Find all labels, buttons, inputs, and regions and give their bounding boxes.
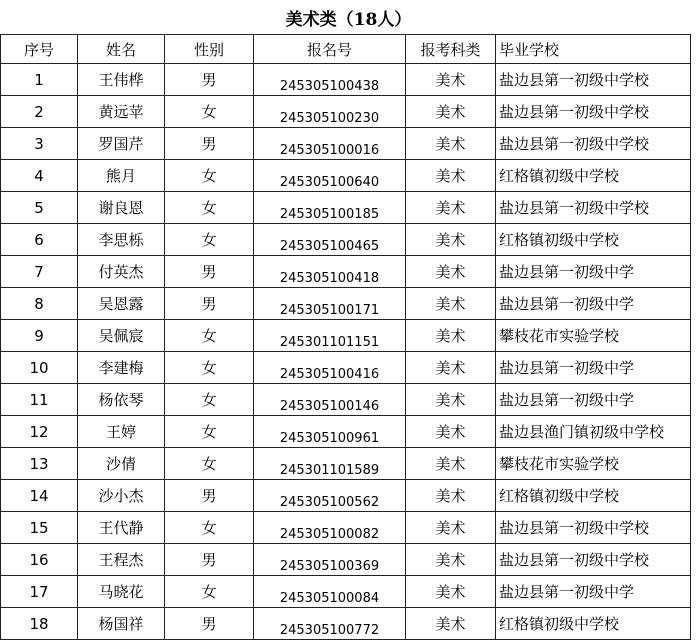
cell-seq: 7: [1, 256, 78, 288]
cell-reg-no: 245301101589: [254, 448, 406, 480]
cell-category: 美术: [406, 64, 496, 96]
cell-name: 马晓花: [78, 576, 165, 608]
cell-gender: 女: [165, 224, 254, 256]
cell-school: 盐边县第一初级中学校: [496, 128, 691, 160]
cell-seq: 6: [1, 224, 78, 256]
cell-seq: 8: [1, 288, 78, 320]
cell-name: 王伟桦: [78, 64, 165, 96]
cell-school: 盐边县第一初级中学校: [496, 96, 691, 128]
cell-category: 美术: [406, 608, 496, 640]
cell-name: 李建梅: [78, 352, 165, 384]
cell-school: 盐边县渔门镇初级中学校: [496, 416, 691, 448]
cell-school: 红格镇初级中学校: [496, 160, 691, 192]
cell-reg-no: 245305100416: [254, 352, 406, 384]
cell-reg-no: 245305100562: [254, 480, 406, 512]
header-gender: 性别: [165, 35, 254, 64]
cell-category: 美术: [406, 224, 496, 256]
cell-gender: 女: [165, 192, 254, 224]
cell-gender: 女: [165, 352, 254, 384]
cell-name: 王婷: [78, 416, 165, 448]
cell-seq: 10: [1, 352, 78, 384]
cell-school: 盐边县第一初级中学校: [496, 64, 691, 96]
cell-reg-no: 245305100016: [254, 128, 406, 160]
table-row: [1, 160, 691, 192]
header-seq: 序号: [1, 35, 78, 64]
cell-name: 李思栎: [78, 224, 165, 256]
table-row: [1, 128, 691, 160]
cell-gender: 男: [165, 256, 254, 288]
cell-school: 盐边县第一初级中学: [496, 352, 691, 384]
cell-category: 美术: [406, 512, 496, 544]
table-row: [1, 544, 691, 576]
cell-category: 美术: [406, 416, 496, 448]
cell-school: 盐边县第一初级中学校: [496, 512, 691, 544]
cell-category: 美术: [406, 352, 496, 384]
cell-reg-no: 245305100418: [254, 256, 406, 288]
cell-name: 熊月: [78, 160, 165, 192]
cell-gender: 男: [165, 608, 254, 640]
cell-category: 美术: [406, 576, 496, 608]
cell-seq: 14: [1, 480, 78, 512]
cell-gender: 男: [165, 128, 254, 160]
table-row: [1, 608, 691, 640]
cell-category: 美术: [406, 128, 496, 160]
cell-school: 盐边县第一初级中学: [496, 256, 691, 288]
table-row: [1, 256, 691, 288]
cell-name: 王代静: [78, 512, 165, 544]
cell-category: 美术: [406, 544, 496, 576]
cell-reg-no: 245305100084: [254, 576, 406, 608]
cell-gender: 女: [165, 448, 254, 480]
header-name: 姓名: [78, 35, 165, 64]
cell-reg-no: 245305100640: [254, 160, 406, 192]
table-row: [1, 288, 691, 320]
cell-school: 盐边县第一初级中学: [496, 288, 691, 320]
table-row: [1, 192, 691, 224]
cell-name: 吴恩露: [78, 288, 165, 320]
cell-category: 美术: [406, 192, 496, 224]
cell-gender: 男: [165, 480, 254, 512]
table-row: [1, 96, 691, 128]
cell-name: 王程杰: [78, 544, 165, 576]
cell-seq: 17: [1, 576, 78, 608]
table-row: [1, 352, 691, 384]
cell-seq: 2: [1, 96, 78, 128]
cell-reg-no: 245301101151: [254, 320, 406, 352]
cell-category: 美术: [406, 448, 496, 480]
cell-gender: 男: [165, 544, 254, 576]
cell-gender: 女: [165, 512, 254, 544]
cell-school: 攀枝花市实验学校: [496, 320, 691, 352]
cell-school: 盐边县第一初级中学: [496, 576, 691, 608]
table-row: [1, 448, 691, 480]
cell-school: 红格镇初级中学校: [496, 480, 691, 512]
cell-seq: 3: [1, 128, 78, 160]
cell-category: 美术: [406, 96, 496, 128]
cell-name: 沙小杰: [78, 480, 165, 512]
cell-school: 红格镇初级中学校: [496, 224, 691, 256]
cell-seq: 5: [1, 192, 78, 224]
cell-gender: 男: [165, 288, 254, 320]
cell-school: 盐边县第一初级中学校: [496, 544, 691, 576]
cell-category: 美术: [406, 288, 496, 320]
header-reg-no: 报名号: [254, 35, 406, 64]
cell-reg-no: 245305100465: [254, 224, 406, 256]
cell-category: 美术: [406, 256, 496, 288]
cell-seq: 13: [1, 448, 78, 480]
cell-seq: 12: [1, 416, 78, 448]
header-row: [1, 35, 691, 64]
table-row: [1, 480, 691, 512]
cell-reg-no: 245305100146: [254, 384, 406, 416]
table-row: [1, 384, 691, 416]
table-row: [1, 64, 691, 96]
table-row: [1, 576, 691, 608]
cell-reg-no: 245305100185: [254, 192, 406, 224]
header-school: 毕业学校: [496, 35, 691, 64]
table-row: [1, 320, 691, 352]
cell-name: 杨依琴: [78, 384, 165, 416]
cell-reg-no: 245305100772: [254, 608, 406, 640]
cell-gender: 女: [165, 416, 254, 448]
cell-name: 罗国芹: [78, 128, 165, 160]
cell-school: 盐边县第一初级中学校: [496, 192, 691, 224]
cell-seq: 1: [1, 64, 78, 96]
cell-reg-no: 245305100230: [254, 96, 406, 128]
cell-school: 盐边县第一初级中学: [496, 384, 691, 416]
cell-gender: 男: [165, 64, 254, 96]
cell-reg-no: 245305100438: [254, 64, 406, 96]
cell-name: 杨国祥: [78, 608, 165, 640]
table-row: [1, 512, 691, 544]
cell-gender: 女: [165, 160, 254, 192]
cell-seq: 9: [1, 320, 78, 352]
cell-category: 美术: [406, 320, 496, 352]
table-row: [1, 416, 691, 448]
cell-seq: 11: [1, 384, 78, 416]
cell-name: 谢良恩: [78, 192, 165, 224]
cell-reg-no: 245305100961: [254, 416, 406, 448]
table-title: 美术类（18人）: [285, 9, 412, 30]
cell-seq: 16: [1, 544, 78, 576]
cell-school: 红格镇初级中学校: [496, 608, 691, 640]
cell-category: 美术: [406, 480, 496, 512]
cell-seq: 15: [1, 512, 78, 544]
cell-category: 美术: [406, 160, 496, 192]
header-category: 报考科类: [406, 35, 496, 64]
cell-name: 付英杰: [78, 256, 165, 288]
table-row: [1, 224, 691, 256]
cell-gender: 女: [165, 96, 254, 128]
cell-school: 攀枝花市实验学校: [496, 448, 691, 480]
cell-reg-no: 245305100082: [254, 512, 406, 544]
cell-seq: 18: [1, 608, 78, 640]
cell-reg-no: 245305100369: [254, 544, 406, 576]
cell-name: 黄远苹: [78, 96, 165, 128]
cell-reg-no: 245305100171: [254, 288, 406, 320]
cell-name: 吴佩宸: [78, 320, 165, 352]
student-table: [0, 34, 691, 640]
cell-gender: 女: [165, 384, 254, 416]
cell-category: 美术: [406, 384, 496, 416]
cell-name: 沙倩: [78, 448, 165, 480]
cell-gender: 女: [165, 320, 254, 352]
cell-gender: 女: [165, 576, 254, 608]
cell-seq: 4: [1, 160, 78, 192]
